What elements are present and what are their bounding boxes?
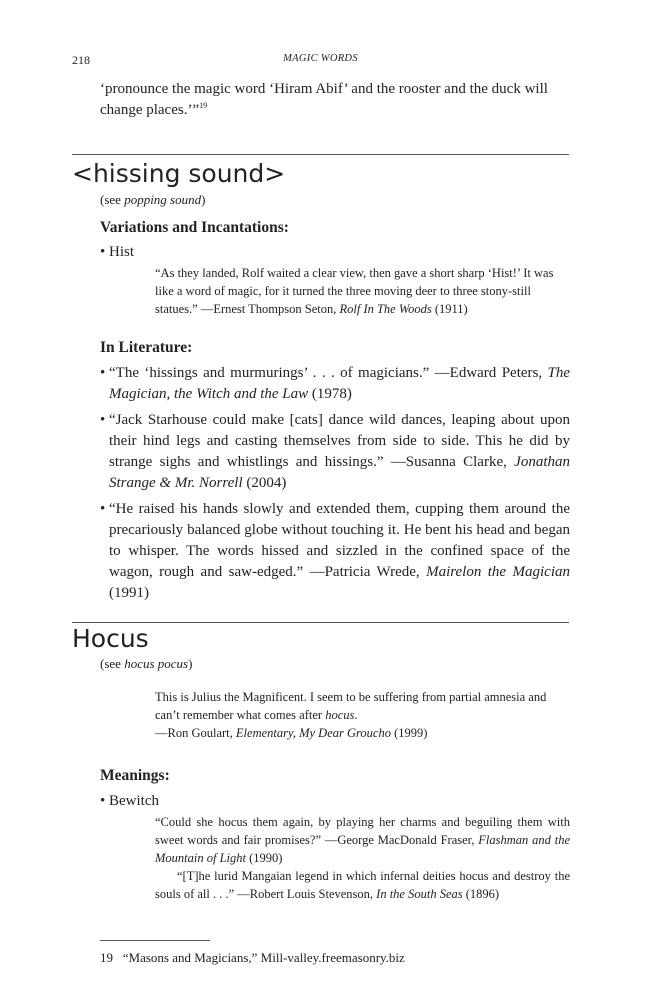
variation-item: • Hist (100, 244, 135, 260)
meaning-quote: “Could she hocus them again, by playing her charms and beguiling them with sweet words and fair promises?” —George MacDonald Fraser, Flashman and the Mountain of Light (1990) (155, 815, 570, 865)
list-item: • “Jack Starhouse could make [cats] dance wild dances, leaping about upon their hind legs and casting themselves from side to side. This he did by strange sighs and whistlings and hissings.” —Susanna Clarke, Jonathan Strange & Mr. Norrell (2004) (100, 410, 570, 494)
see-also-term: hocus pocus (124, 656, 189, 671)
variation-term: Hist (109, 244, 135, 260)
work-title: Flashman and the Mountain of Light (155, 833, 570, 865)
entry-headword: Hocus (72, 624, 149, 653)
footnote-number: 19 (100, 950, 113, 965)
entry-divider (72, 154, 569, 155)
see-also: (see popping sound) (100, 192, 206, 207)
epigraph (155, 688, 555, 742)
meaning-quote: “[T]he lurid Mangaian legend in which infernal deities hocus and destroy the souls of all . . .” —Robert Louis Stevenson, In the South Seas (1896) (155, 869, 570, 901)
footnote-text: “Masons and Magicians,” Mill-valley.freemasonry.biz (122, 950, 405, 965)
work-title: Rolf In The Woods (339, 302, 432, 316)
literature-list (100, 363, 570, 609)
entry-divider (72, 622, 569, 623)
meaning-term: Bewitch (109, 793, 160, 809)
section-heading: Meanings: (100, 767, 170, 784)
entry-headword: <hissing sound> (72, 159, 286, 188)
variation-quote: “As they landed, Rolf waited a clear view, then gave a short sharp ‘Hist!’ It was like a word of magic, for it turned the three moving deer to three stony-still statues.” —Ernest Thompson Seton, Rolf In The Woods (1911) (155, 266, 554, 316)
see-also-term: popping sound (124, 192, 202, 207)
running-title: MAGIC WORDS (283, 53, 358, 64)
meaning-item: • Bewitch (100, 793, 160, 809)
footnote-divider (100, 940, 210, 941)
footnote-reference: 19 (199, 101, 208, 110)
section-heading: In Literature: (100, 339, 193, 356)
epigraph-text: This is Julius the Magnificent. I seem to be suffering from partial amnesia and can’t remember what comes after hocus. (155, 690, 547, 722)
work-title: In the South Seas (376, 887, 463, 901)
continuation-text: ‘pronounce the magic word ‘Hiram Abif’ and the rooster and the duck will change places.’” (100, 81, 548, 118)
page-number: 218 (72, 53, 90, 67)
continuation-paragraph (100, 79, 570, 121)
see-also: (see hocus pocus) (100, 656, 193, 671)
list-item: • “The ‘hissings and murmurings’ . . . of magicians.” —Edward Peters, The Magician, the Witch and the Law (1978) (100, 363, 570, 405)
footnote (100, 950, 405, 966)
section-heading: Variations and Incantations: (100, 219, 289, 236)
epigraph-attribution: —Ron Goulart, Elementary, My Dear Groucho (1999) (155, 726, 428, 740)
list-item: • “He raised his hands slowly and extended them, cupping them around the precariously balanced globe without touching it. He bent his head and began to whisper. The words hissed and sizzled in the confined space of the wagon, rough and saw-edged.” —Patricia Wrede, Mairelon the Magician (1991) (100, 499, 570, 604)
